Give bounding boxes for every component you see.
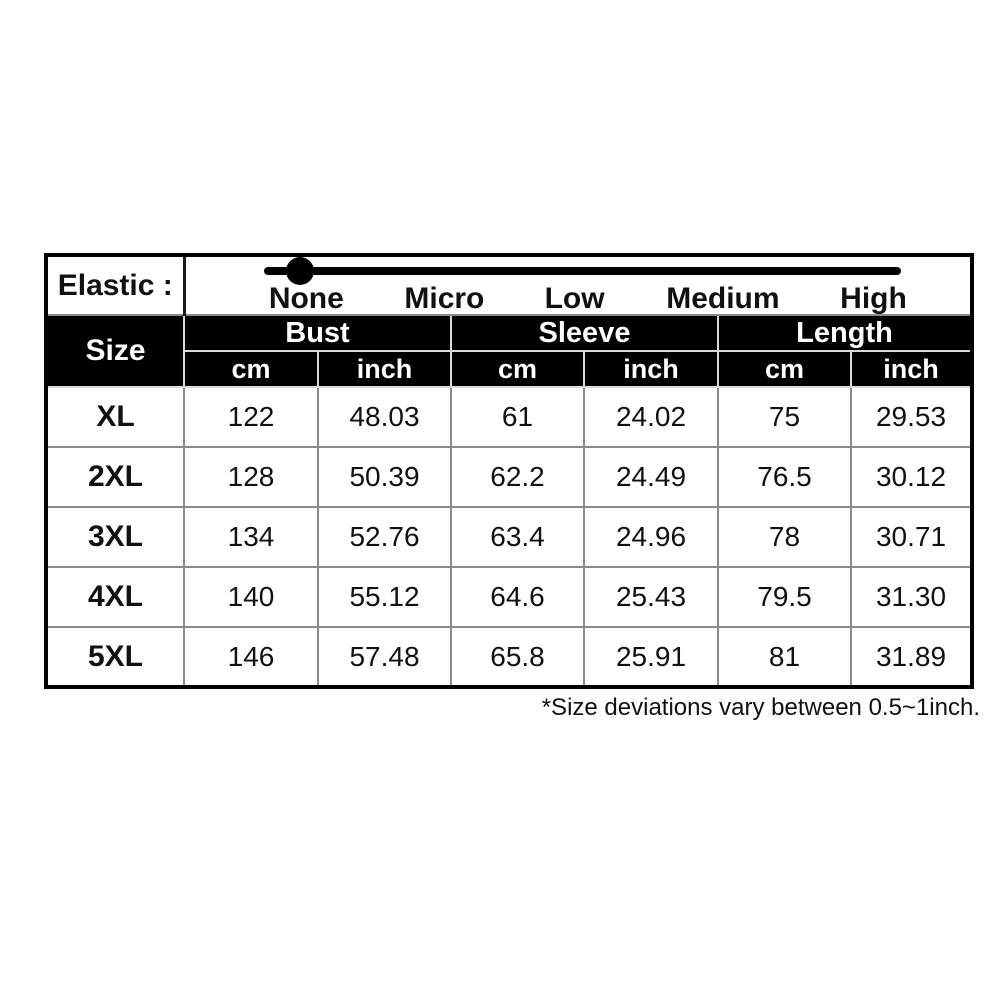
elastic-level-medium: Medium [666,282,780,315]
bust-cm-cell: 146 [184,627,318,687]
elastic-row [46,255,972,315]
bust-cm-cell: 122 [184,387,318,447]
bust-cm-cell: 128 [184,447,318,507]
sleeve-inch-cell: 24.49 [584,447,718,507]
length-inch-cell: 29.53 [851,387,972,447]
length-cm-cell: 78 [718,507,851,567]
elastic-level-high: High [840,282,907,315]
bust-group-header: Bust [184,315,451,351]
table-row-3xl [46,507,972,567]
table-row-5xl [46,627,972,687]
length-inch-cell: 31.89 [851,627,972,687]
size-deviation-footnote: *Size deviations vary between 0.5~1inch. [541,694,980,721]
bust-inch-cell: 55.12 [318,567,451,627]
sleeve-cm-cell: 65.8 [451,627,584,687]
table-row-2xl [46,447,972,507]
size-row-label: XL [46,387,184,447]
length-inch-cell: 30.12 [851,447,972,507]
size-column-header: Size [46,315,184,387]
length-cm-cell: 76.5 [718,447,851,507]
sleeve-cm-cell: 61 [451,387,584,447]
sleeve-inch-header: inch [584,351,718,387]
elastic-label: Elastic : [46,255,184,315]
bust-cm-cell: 140 [184,567,318,627]
sleeve-inch-cell: 25.91 [584,627,718,687]
sleeve-inch-cell: 25.43 [584,567,718,627]
bust-inch-header: inch [318,351,451,387]
elastic-level-low: Low [544,282,605,315]
slider-track-icon [264,267,901,275]
bust-inch-cell: 48.03 [318,387,451,447]
length-inch-cell: 30.71 [851,507,972,567]
table-row-4xl [46,567,972,627]
header-group-row [46,315,972,351]
size-row-label: 5XL [46,627,184,687]
size-row-label: 2XL [46,447,184,507]
size-row-label: 4XL [46,567,184,627]
bust-inch-cell: 57.48 [318,627,451,687]
elastic-level-none: None [268,282,344,315]
bust-inch-cell: 52.76 [318,507,451,567]
bust-inch-cell: 50.39 [318,447,451,507]
elastic-level-micro: Micro [404,282,485,315]
length-group-header: Length [718,315,972,351]
sleeve-inch-cell: 24.96 [584,507,718,567]
length-inch-cell: 31.30 [851,567,972,627]
sleeve-inch-cell: 24.02 [584,387,718,447]
elastic-slider [184,255,972,315]
sleeve-cm-cell: 64.6 [451,567,584,627]
length-cm-cell: 75 [718,387,851,447]
size-row-label: 3XL [46,507,184,567]
length-cm-cell: 81 [718,627,851,687]
sleeve-cm-cell: 63.4 [451,507,584,567]
bust-cm-header: cm [184,351,318,387]
sleeve-group-header: Sleeve [451,315,718,351]
sleeve-cm-cell: 62.2 [451,447,584,507]
length-inch-header: inch [851,351,972,387]
length-cm-cell: 79.5 [718,567,851,627]
table-row-xl [46,387,972,447]
size-chart-table [44,253,974,689]
sleeve-cm-header: cm [451,351,584,387]
header-unit-row [46,351,972,387]
bust-cm-cell: 134 [184,507,318,567]
slider-thumb-icon [286,257,314,285]
length-cm-header: cm [718,351,851,387]
